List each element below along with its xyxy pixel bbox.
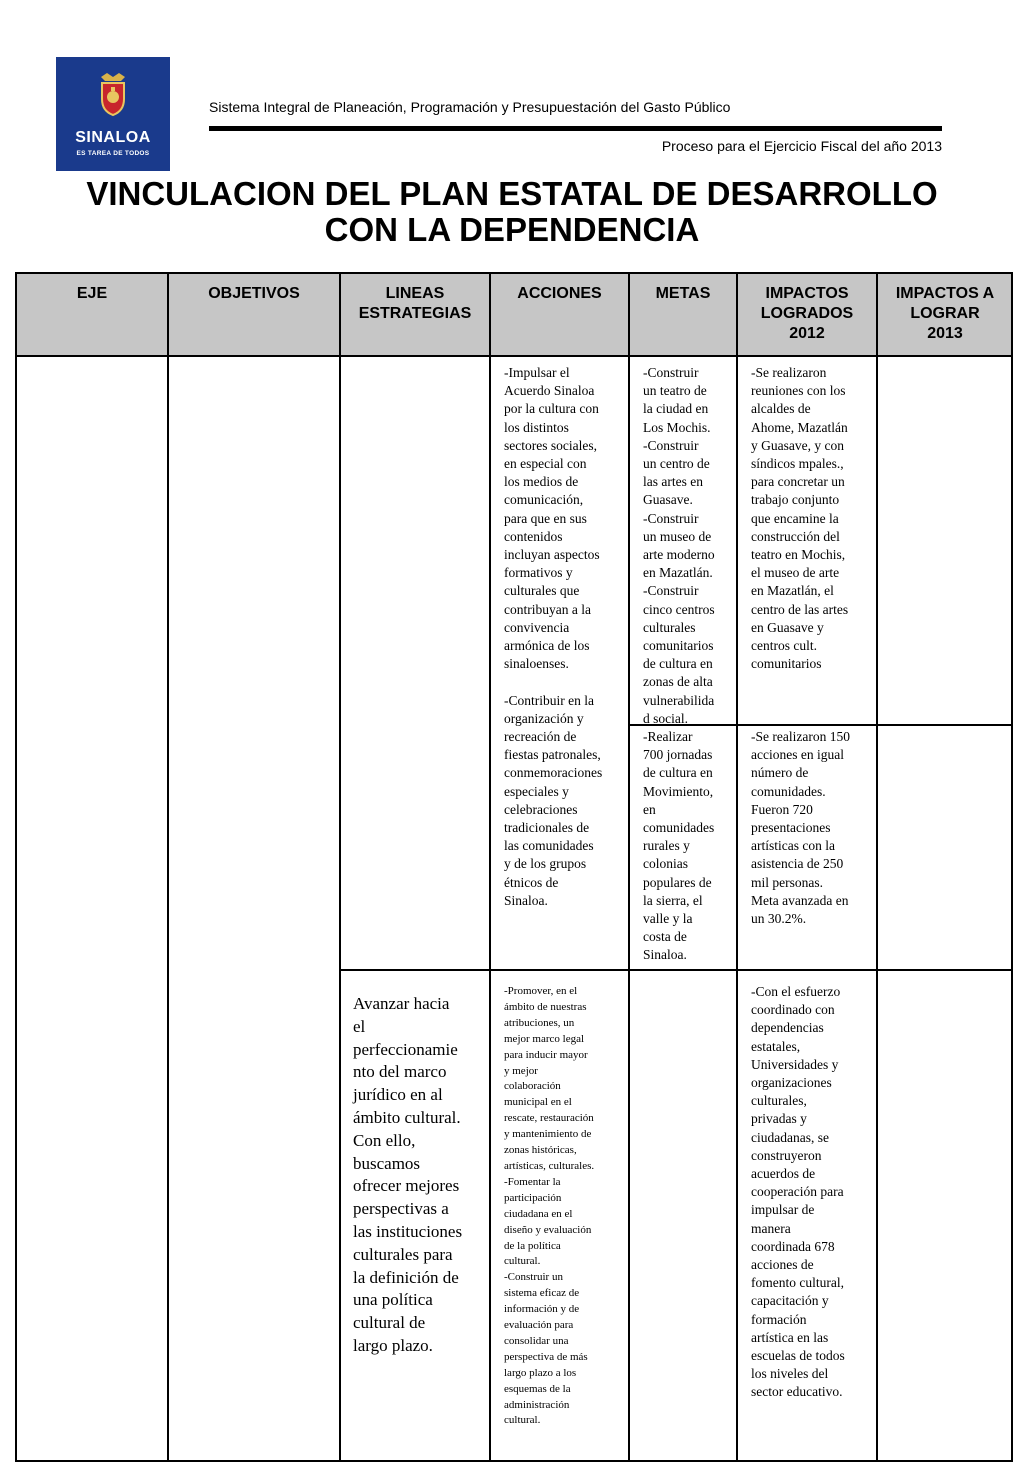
- col-header-lineas: LINEAS ESTRATEGIAS: [358, 285, 472, 322]
- sinaloa-logo: [56, 57, 170, 171]
- coat-of-arms-icon: [97, 71, 129, 117]
- row2-lineas-estrategias: Avanzar hacia el perfeccionamie nto del marco jurídico en al ámbito cultural. Con ello, buscamos ofrecer mejores perspectivas a las instituciones culturales para la definición de una política cultural de largo plazo.: [353, 994, 463, 1355]
- row1-impactos-2: -Se realizaron 150 acciones en igual número de comunidades. Fueron 720 presentaciones artísticas con la asistencia de 250 mil personas. Meta avanzada en un 30.2%.: [751, 729, 850, 927]
- row2-impactos: -Con el esfuerzo coordinado con dependencias estatales, Universidades y organizaciones culturales, privadas y ciudadanas, se construyeron acuerdos de cooperación para impulsar de manera coordinada 678 acciones de fomento cultural, capacitación y formación artística en las escuelas de todos los niveles del sector educativo.: [751, 984, 845, 1400]
- col-header-eje: EJE: [76, 285, 108, 302]
- fiscal-year-label: Proceso para el Ejercicio Fiscal del año 2013: [661, 138, 942, 154]
- row1-metas-1: -Construir un teatro de la ciudad en Los Mochis. -Construir un centro de las artes en Guasave. -Construir un museo de arte moderno en Mazatlán. -Construir cinco centros culturales comunitarios de cultura en zonas de alta vulnerabilida d social.: [643, 365, 715, 726]
- header-divider: [209, 126, 942, 131]
- col-header-impactos-2013: IMPACTOS A LOGRAR 2013: [895, 285, 995, 342]
- system-name: Sistema Integral de Planeación, Programación y Presupuestación del Gasto Público: [209, 99, 731, 115]
- page-title: [0, 176, 1024, 248]
- logo-brand-text: SINALOA: [75, 129, 151, 146]
- title-line-1: VINCULACION DEL PLAN ESTATAL DE DESARROLLO: [86, 175, 938, 212]
- col-header-metas: METAS: [655, 285, 711, 302]
- col-header-objetivos: OBJETIVOS: [208, 285, 300, 302]
- logo-slogan-text: ES TAREA DE TODOS: [76, 150, 150, 157]
- row1-acciones: -Impulsar el Acuerdo Sinaloa por la cultura con los distintos sectores sociales, en especial con los medios de comunicación, para que en sus contenidos incluyan aspectos formativos y culturales que contribuyan a la convivencia armónica de los sinaloenses. -Contribuir en la organización y recreación de fiestas patronales, conmemoraciones especiales y celebraciones tradicionales de las comunidades y de los grupos étnicos de Sinaloa.: [504, 365, 603, 908]
- col-header-impactos-2012: IMPACTOS LOGRADOS 2012: [760, 285, 854, 342]
- row1-impactos-1: -Se realizaron reuniones con los alcaldes de Ahome, Mazatlán y Guasave, y con síndicos mpales., para concretar un trabajo conjunto que encamine la construcción del teatro en Mochis, el museo de arte en Mazatlán, el centro de las artes en Guasave y centros cult. comunitarios: [751, 365, 849, 672]
- row1-metas-2: -Realizar 700 jornadas de cultura en Movimiento, en comunidades rurales y colonias populares de la sierra, el valle y la costa de Sinaloa.: [643, 729, 715, 963]
- col-header-acciones: ACCIONES: [517, 285, 602, 302]
- row2-acciones: -Promover, en el ámbito de nuestras atribuciones, un mejor marco legal para inducir mayor y mejor colaboración municipal en el rescate, restauración y mantenimiento de zonas históricas, artísticas, culturales. -Fomentar la participación ciudadana en el diseño y evaluación de la política cultural. -Construir un sistema eficaz de información y de evaluación para consolidar una perspectiva de más largo plazo a los esquemas de la administración cultural.: [504, 985, 595, 1427]
- title-line-2: CON LA DEPENDENCIA: [324, 211, 700, 248]
